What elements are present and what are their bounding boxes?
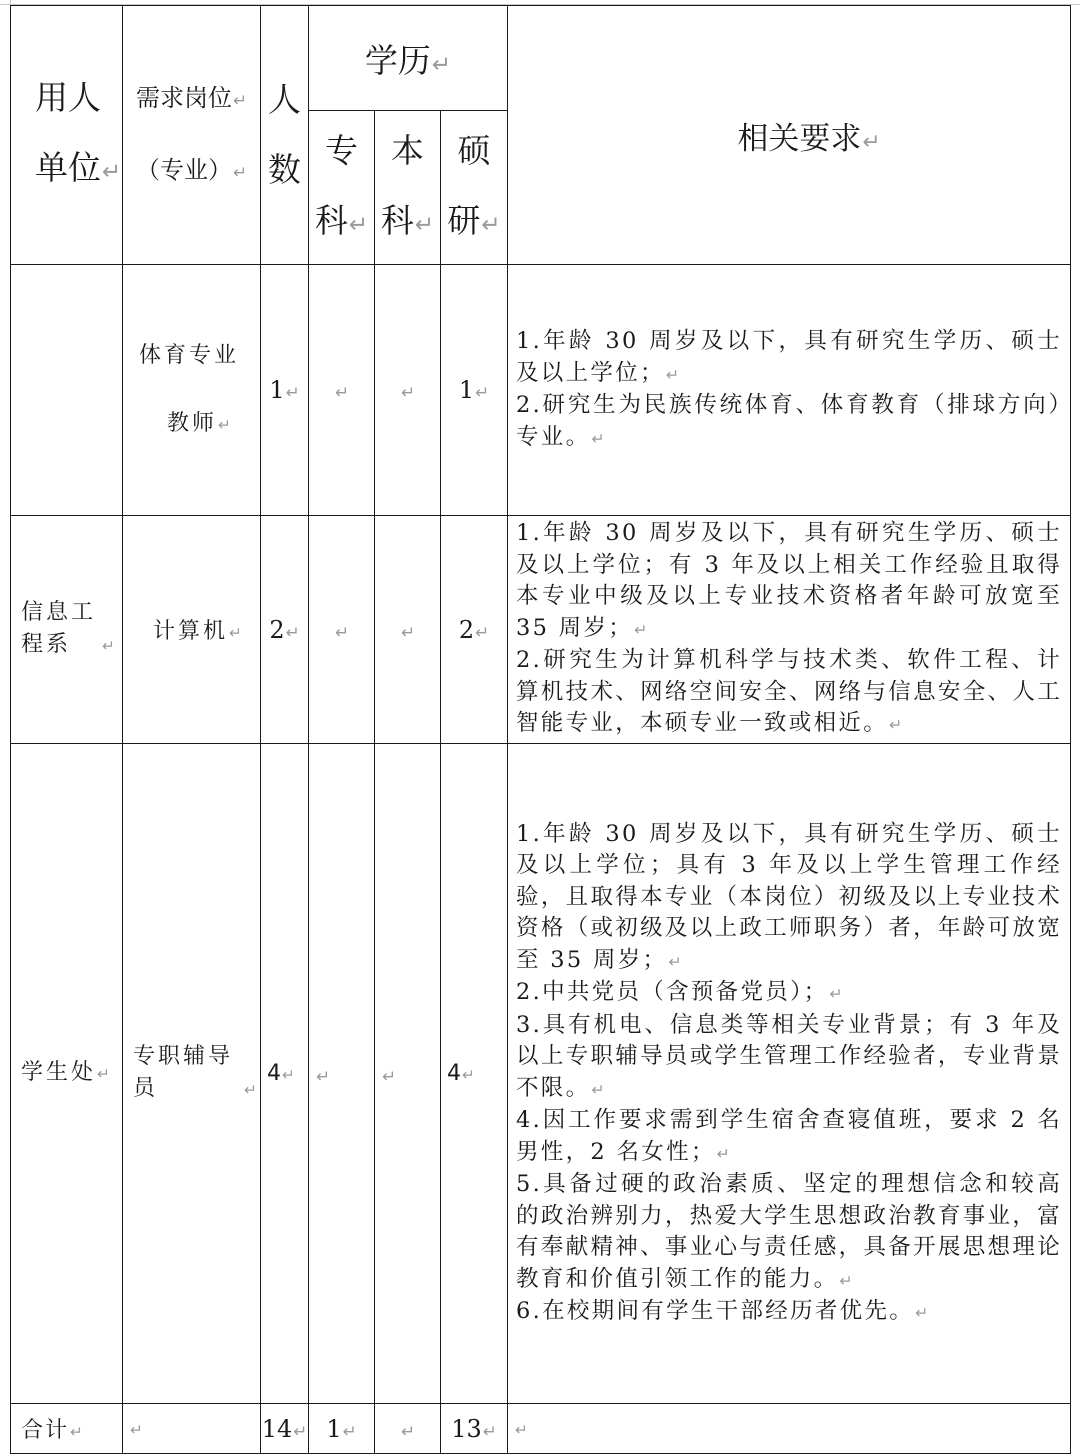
count-cell (261, 744, 309, 1404)
post-cell (123, 265, 261, 516)
requirement-item: 1.年龄 30 周岁及以下，具有研究生学历、硕士及以上学位；有 3 年及以上相关工作经验且取得本专业中级及以上专业技术资格者年龄可放宽至 35 周岁； (516, 520, 1062, 641)
recruitment-table (10, 5, 1071, 1454)
paragraph-mark-icon: ↵ (282, 1066, 295, 1084)
requirement-item: 5.具备过硬的政治素质、坚定的理想信念和较高的政治辨别力，热爱大学生思想政治教育事业，富有奉献精神、事业心与责任感，具备开展思想理论教育和价值引领工作的能力。 (516, 1171, 1062, 1292)
header-post-line2: （专业） (135, 156, 232, 184)
paragraph-mark-icon: ↵ (862, 129, 881, 155)
paragraph-mark-icon: ↵ (316, 1065, 331, 1086)
benke-cell (375, 265, 441, 516)
paragraph-mark-icon: ↵ (915, 1303, 931, 1322)
paragraph-mark-icon: ↵ (70, 1423, 85, 1441)
total-shuoyan: 13 (451, 1414, 482, 1443)
paragraph-mark-icon: ↵ (716, 1143, 733, 1163)
total-count: 14 (261, 1414, 293, 1443)
table-row (11, 265, 1071, 516)
post-value: 计算机 (153, 619, 229, 644)
paragraph-mark-icon: ↵ (285, 621, 300, 642)
benke-cell (375, 516, 441, 744)
header-count-line1: 人 (268, 80, 301, 119)
unit-value: 学生处 (21, 1060, 97, 1085)
requirement-item: 2.中共党员（含预备党员）； (516, 979, 829, 1005)
header-benke-line1: 本 (391, 130, 424, 170)
header-benke (375, 111, 441, 265)
header-unit-line2: 单位 (35, 148, 101, 187)
requirements-cell (508, 265, 1071, 516)
total-row (11, 1404, 1071, 1454)
paragraph-mark-icon: ↵ (334, 621, 350, 642)
total-shuoyan-cell (441, 1404, 508, 1454)
shuoyan-cell (441, 516, 508, 744)
table-row (11, 516, 1071, 744)
paragraph-mark-icon: ↵ (400, 382, 416, 402)
requirement-item: 3.具有机电、信息类等相关专业背景；有 3 年及以上专职辅导员或学生管理工作经验者，专业背景不限。 (516, 1011, 1062, 1101)
unit-cell (11, 516, 123, 744)
header-shuoyan (441, 111, 508, 265)
paragraph-mark-icon: ↵ (462, 1066, 475, 1084)
header-shuoyan-line2: 研 (447, 200, 481, 240)
paragraph-mark-icon: ↵ (285, 382, 300, 402)
total-label-cell (11, 1404, 123, 1454)
paragraph-mark-icon: ↵ (244, 1081, 260, 1099)
header-post-line1: 需求岗位 (135, 84, 232, 112)
count-value: 4 (267, 1061, 281, 1086)
paragraph-mark-icon: ↵ (293, 1420, 308, 1441)
header-zhuanke-line1: 专 (325, 130, 358, 170)
header-post (123, 6, 261, 265)
header-count-line2: 数 (268, 150, 301, 189)
header-unit (11, 6, 123, 265)
total-label: 合计 (21, 1418, 70, 1443)
paragraph-mark-icon: ↵ (475, 621, 490, 642)
zhuanke-cell (309, 516, 375, 744)
header-requirements (508, 6, 1071, 265)
post-line2: 教师 (167, 410, 218, 436)
unit-cell (11, 265, 123, 516)
count-value: 2 (269, 615, 285, 644)
requirement-item: 1.年龄 30 周岁及以下，具有研究生学历、硕士及以上学位；具有 3 年及以上学生管理工作经验，且取得本专业（本岗位）初级及以上专业技术资格（或初级及以上政工师职务）者，年龄可放宽至 35 周岁； (516, 820, 1062, 973)
page-corner-mark (0, 0, 11, 4)
post-cell (123, 516, 261, 744)
header-zhuanke (309, 111, 375, 265)
requirement-item: 4.因工作要求需到学生宿舍查寝值班，要求 2 名男性，2 名女性； (516, 1107, 1062, 1165)
post-value: 专职辅导员 (133, 1044, 234, 1101)
shuoyan-value: 1 (458, 376, 475, 404)
paragraph-mark-icon: ↵ (482, 1420, 497, 1441)
table-row (11, 744, 1071, 1404)
total-post-cell (123, 1404, 261, 1454)
paragraph-mark-icon: ↵ (102, 159, 122, 185)
header-zhuanke-line2: 科 (314, 200, 348, 240)
paragraph-mark-icon: ↵ (97, 1065, 113, 1083)
requirement-item: 1.年龄 30 周岁及以下，具有研究生学历、硕士及以上学位； (516, 328, 1062, 386)
shuoyan-cell (441, 265, 508, 516)
header-education (309, 6, 508, 111)
zhuanke-cell (309, 265, 375, 516)
paragraph-mark-icon: ↵ (232, 162, 248, 182)
paragraph-mark-icon: ↵ (475, 382, 490, 402)
total-count-cell (261, 1404, 309, 1454)
paragraph-mark-icon: ↵ (515, 1421, 530, 1439)
total-zhuanke: 1 (326, 1414, 342, 1443)
header-benke-line2: 科 (380, 200, 414, 240)
paragraph-mark-icon: ↵ (431, 51, 452, 78)
benke-cell (375, 744, 441, 1404)
paragraph-mark-icon: ↵ (334, 382, 350, 402)
paragraph-mark-icon: ↵ (218, 415, 234, 434)
shuoyan-cell (441, 744, 508, 1404)
requirements-cell (508, 744, 1071, 1404)
paragraph-mark-icon: ↵ (668, 951, 684, 971)
paragraph-mark-icon: ↵ (232, 90, 248, 110)
total-benke-cell (375, 1404, 441, 1454)
unit-cell (11, 744, 123, 1404)
count-cell (261, 516, 309, 744)
paragraph-mark-icon: ↵ (348, 211, 369, 238)
paragraph-mark-icon: ↵ (591, 428, 607, 448)
requirement-item: 2.研究生为计算机科学与技术类、软件工程、计算机技术、网络空间安全、网络与信息安全、人工智能专业，本硕专业一致或相近。 (516, 647, 1062, 737)
unit-value: 信息工程系 (21, 600, 97, 657)
requirement-item: 6.在校期间有学生干部经历者优先。 (516, 1298, 915, 1324)
zhuanke-cell (309, 744, 375, 1404)
post-cell (123, 744, 261, 1404)
count-cell (261, 265, 309, 516)
paragraph-mark-icon: ↵ (400, 1420, 416, 1441)
shuoyan-value: 2 (458, 615, 475, 644)
requirements-cell (508, 516, 1071, 744)
header-count (261, 6, 309, 265)
paragraph-mark-icon: ↵ (102, 637, 118, 655)
shuoyan-value: 4 (447, 1061, 461, 1086)
paragraph-mark-icon: ↵ (665, 364, 682, 384)
header-row-1 (11, 6, 1071, 111)
paragraph-mark-icon: ↵ (839, 1270, 855, 1290)
header-education-label: 学历 (364, 40, 431, 80)
paragraph-mark-icon: ↵ (481, 211, 501, 238)
paragraph-mark-icon: ↵ (229, 624, 245, 642)
header-shuoyan-line1: 硕 (457, 130, 491, 170)
paragraph-mark-icon: ↵ (382, 1065, 397, 1086)
post-line1: 体育专业 (139, 342, 240, 368)
count-value: 1 (269, 376, 285, 404)
paragraph-mark-icon: ↵ (591, 1079, 607, 1099)
paragraph-mark-icon: ↵ (829, 984, 845, 1003)
total-zhuanke-cell (309, 1404, 375, 1454)
paragraph-mark-icon: ↵ (889, 715, 905, 735)
paragraph-mark-icon: ↵ (342, 1420, 357, 1441)
paragraph-mark-icon: ↵ (400, 621, 416, 642)
paragraph-mark-icon: ↵ (130, 1421, 145, 1439)
requirement-item: 2.研究生为民族传统体育、体育教育（排球方向）专业。 (516, 392, 1062, 450)
paragraph-mark-icon: ↵ (414, 211, 435, 238)
paragraph-mark-icon: ↵ (634, 619, 650, 639)
header-unit-line1: 用人 (35, 78, 101, 117)
header-requirements-label: 相关要求 (737, 120, 862, 157)
total-requirements-cell (508, 1404, 1071, 1454)
